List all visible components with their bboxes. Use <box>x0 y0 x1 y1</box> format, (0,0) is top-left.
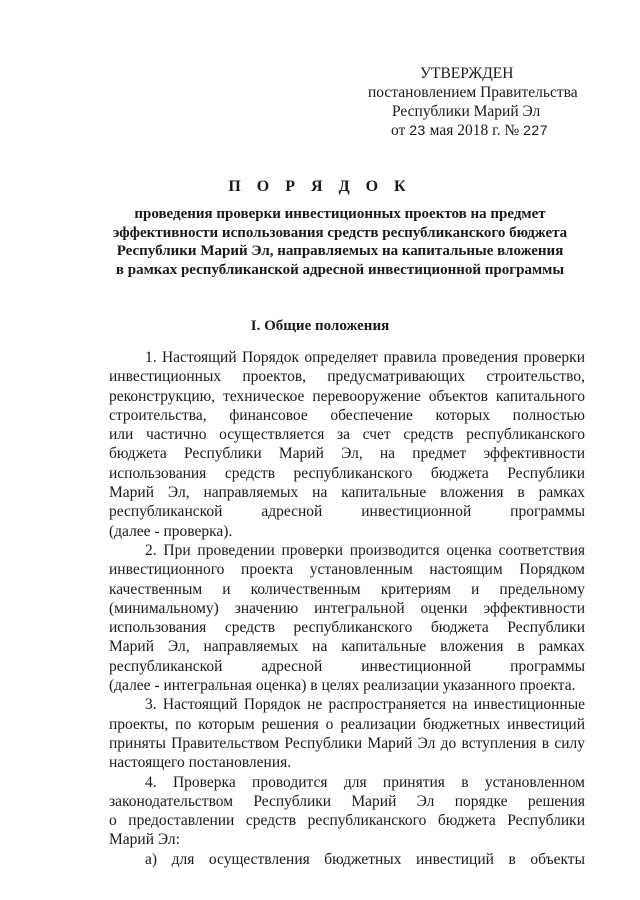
body-line: (далее - интегральная оценка) в целях реализации указанного проекта. <box>109 677 576 695</box>
body-line: реконструкцию, техническое перевооружение объектов капитального <box>109 387 585 405</box>
body-line: приняты Правительством Республики Марий Эл до вступления в силу <box>109 734 585 752</box>
body-line: а) для осуществления бюджетных инвестиций в объекты <box>145 850 585 868</box>
approval-heading: УТВЕРЖДЕН <box>420 65 514 82</box>
body-line: инвестиционного проекта установленным настоящим Порядком <box>109 561 585 579</box>
approval-republic: Республики Марий Эл <box>392 103 541 120</box>
body-line: 2. При проведении проверки производится оценка соответствия <box>145 541 585 559</box>
body-line: использования средств республиканского бюджета Республики <box>109 464 585 482</box>
body-line: строительства, финансовое обеспечение которых полностью <box>109 406 585 424</box>
document-body <box>109 348 585 869</box>
subtitle-line: проведения проверки инвестиционных проектов на предмет <box>134 206 546 222</box>
body-line: 1. Настоящий Порядок определяет правила проведения проверки <box>145 349 585 366</box>
body-line: о предоставлении средств республиканского бюджета Республики <box>109 812 585 830</box>
approval-number: 227 <box>523 122 548 138</box>
body-line: (далее - проверка). <box>109 522 233 540</box>
body-line: инвестиционных проектов, предусматривающих строительство, <box>109 368 585 386</box>
subtitle-line: Республики Марий Эл, направляемых на капитальные вложения <box>116 243 564 259</box>
subtitle-line: в рамках республиканской адресной инвестиционной программы <box>115 261 565 278</box>
approval-day: 23 <box>409 122 426 138</box>
subtitle-line: эффективности использования средств республиканского бюджета <box>112 224 568 241</box>
body-line: настоящего постановления. <box>109 754 292 772</box>
approval-resolution: постановлением Правительства <box>368 84 578 101</box>
approval-stamp <box>368 64 598 140</box>
body-line: проекты, по которым решения о реализации бюджетных инвестиций <box>109 715 585 733</box>
approval-date-line <box>368 121 598 140</box>
body-line: республиканской адресной инвестиционной программы <box>109 657 585 675</box>
body-line: качественным и количественным критериям и предельному <box>109 580 585 598</box>
body-line: Марий Эл, направляемых на капитальные вложения в рамках <box>109 638 585 656</box>
body-line: Марий Эл: <box>109 831 180 849</box>
body-line: или частично осуществляется за счет средств республиканского <box>109 426 585 444</box>
body-line: (минимальному) значению интегральной оценки эффективности <box>109 599 585 617</box>
body-line: Марий Эл, направляемых на капитальные вложения в рамках <box>109 484 585 502</box>
body-line: бюджета Республики Марий Эл, на предмет эффективности <box>109 445 585 463</box>
body-line: 3. Настоящий Порядок не распространяется на инвестиционные <box>145 696 585 714</box>
approval-date-prefix: от <box>391 122 406 139</box>
body-line: 4. Проверка проводится для принятия в установленном <box>145 773 585 791</box>
approval-date-mid: мая 2018 г. № <box>429 122 520 139</box>
document-title: П О Р Я Д О К <box>228 178 412 195</box>
body-line: законодательством Республики Марий Эл порядке решения <box>109 792 585 810</box>
section-heading: I. Общие положения <box>250 318 390 334</box>
document-subtitle <box>90 205 590 279</box>
body-line: использования средств республиканского бюджета Республики <box>109 619 585 637</box>
body-line: республиканской адресной инвестиционной программы <box>109 503 585 521</box>
